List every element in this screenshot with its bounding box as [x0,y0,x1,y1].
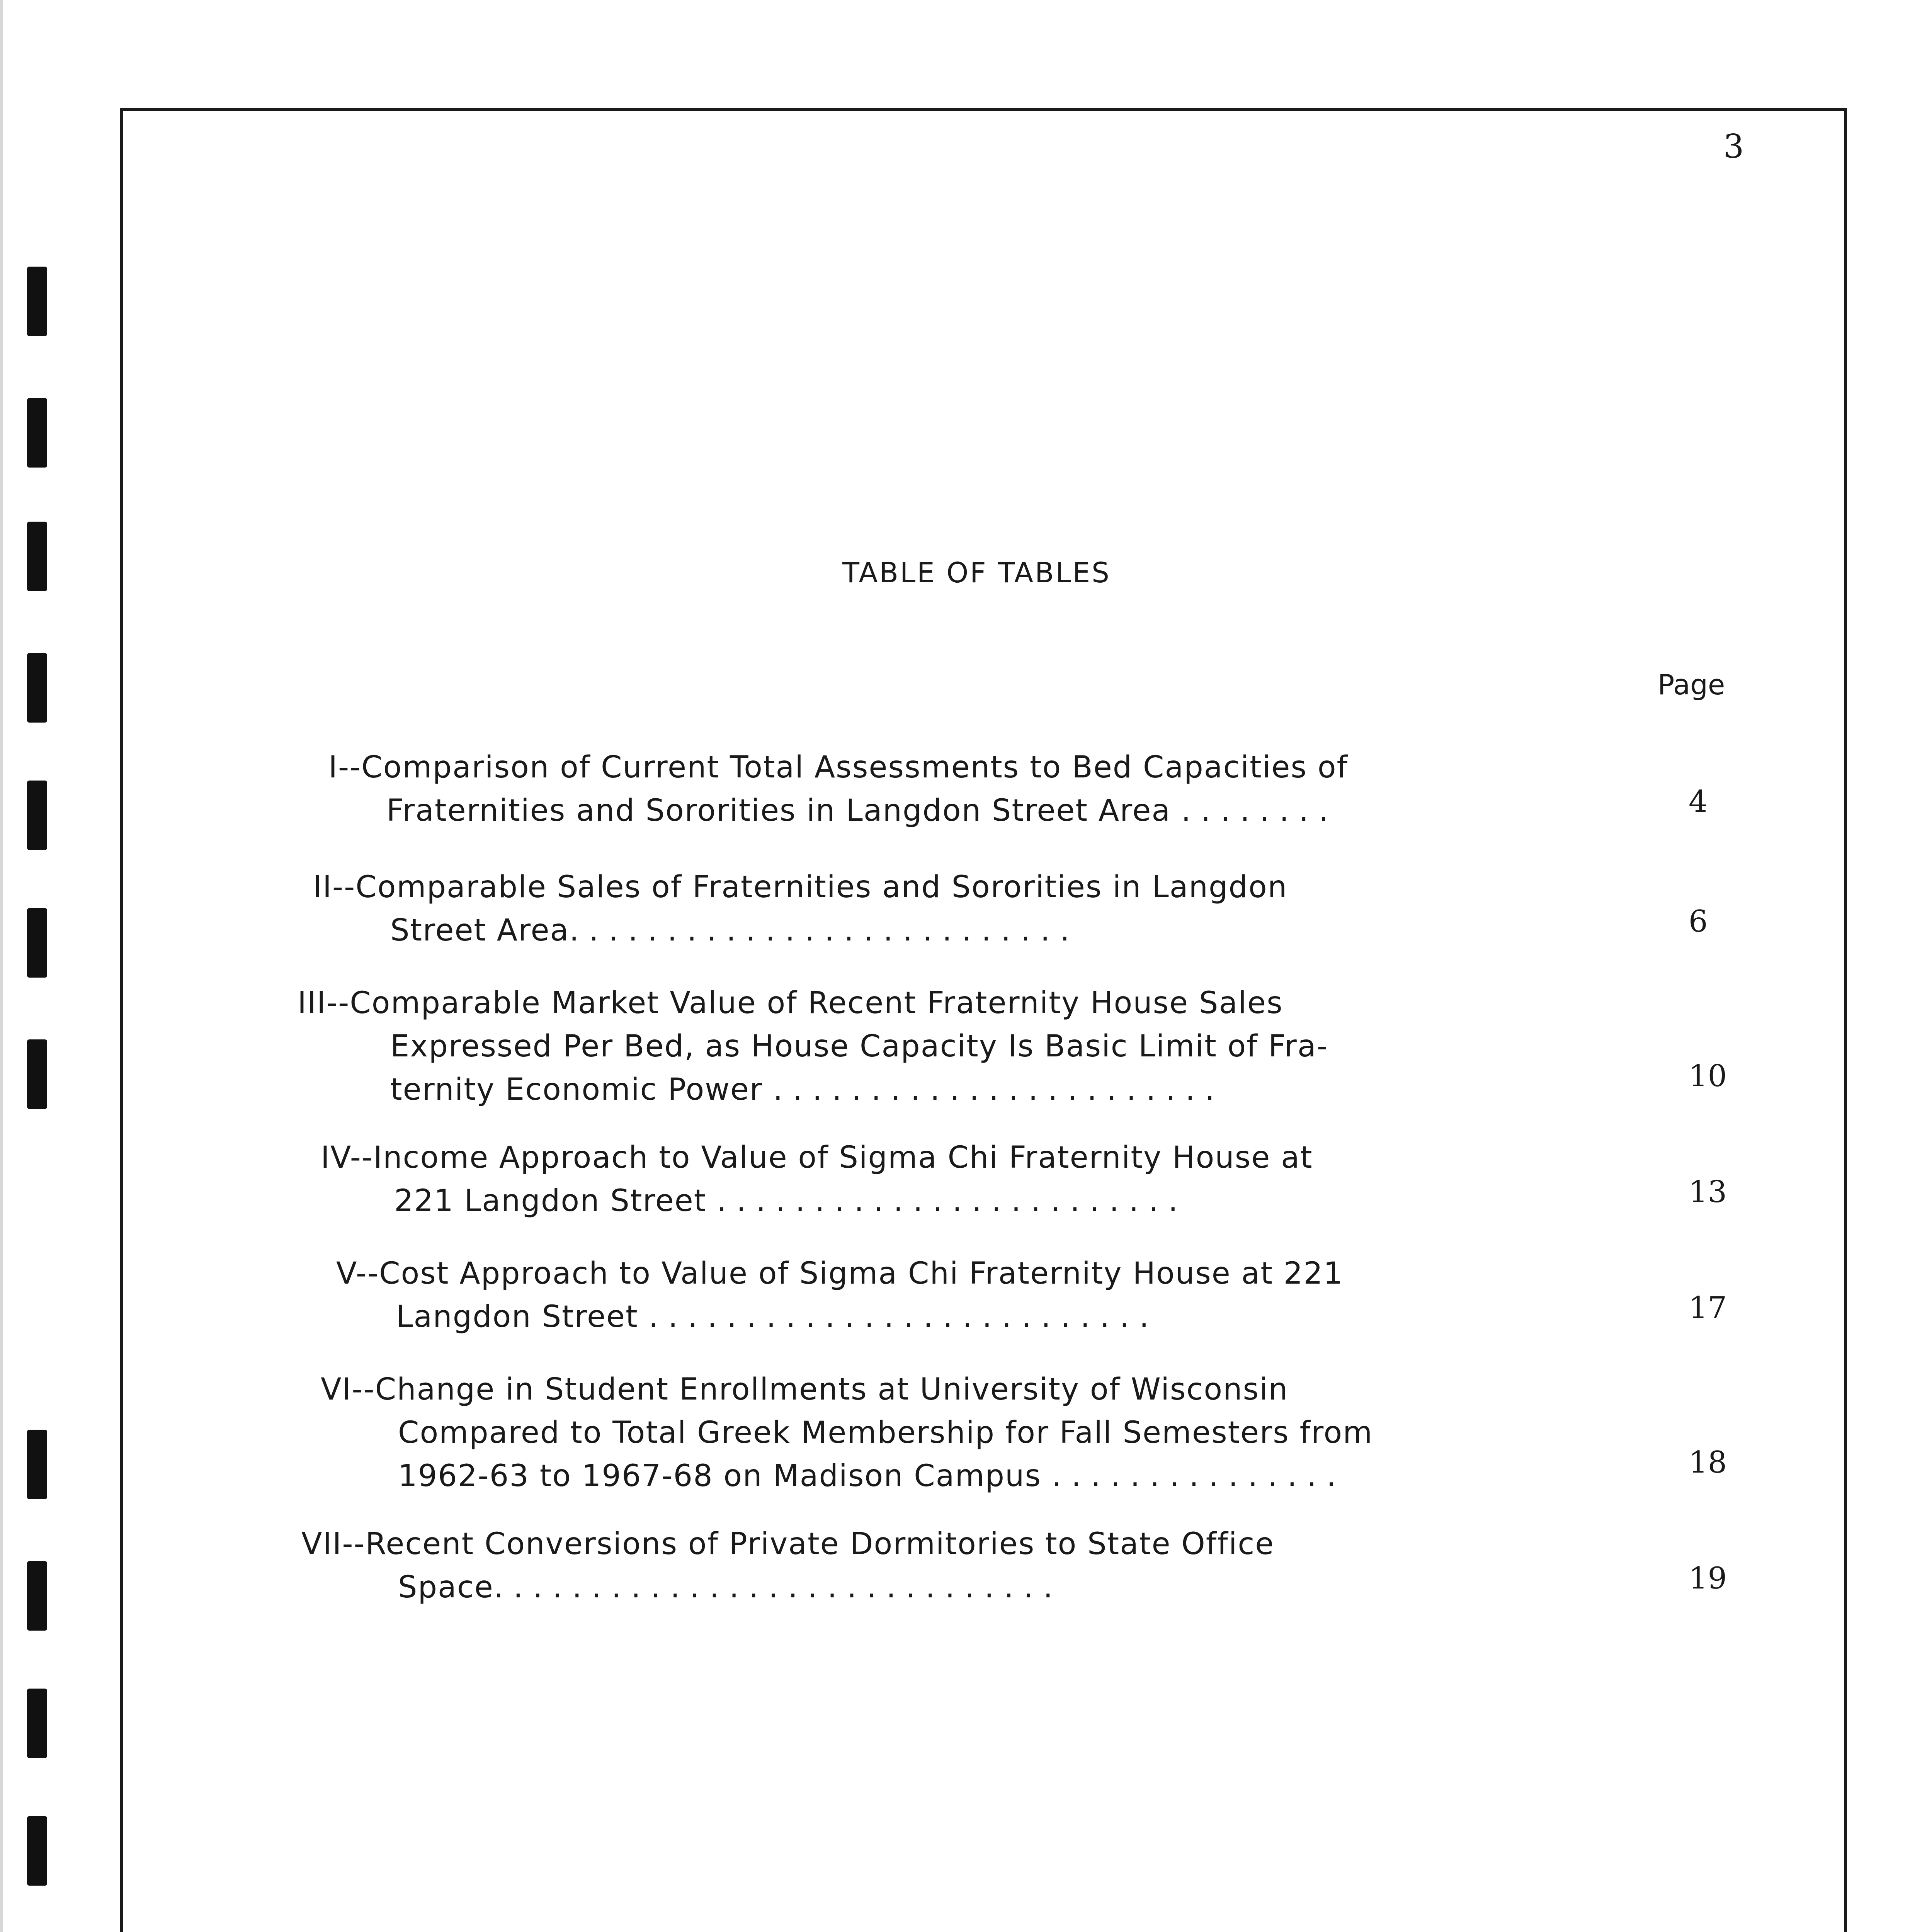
toc-entry-numeral: VI [321,1372,352,1407]
toc-entry-numeral: IV [321,1140,350,1175]
toc-entry-line: Compared to Total Greek Membership for Fall Semesters from [398,1415,1373,1450]
document-title: TABLE OF TABLES [842,556,1111,589]
toc-entry-line: Expressed Per Bed, as House Capacity Is Basic Limit of Fra- [390,1029,1328,1064]
toc-entry-line: III--Comparable Market Value of Recent Fraternity House Sales [298,986,1283,1020]
toc-entry-page: 4 [1689,784,1708,819]
toc-entry [298,981,1328,1111]
toc-entry-line: V--Cost Approach to Value of Sigma Chi Fraternity House at 221 [336,1256,1344,1291]
toc-entry-line: 1962-63 to 1967-68 on Madison Campus ............... [398,1459,1346,1493]
toc-entry [321,1136,1313,1223]
toc-entry-numeral: II [313,870,333,905]
binder-hole [27,1430,47,1499]
toc-entry-page: 6 [1689,904,1708,939]
toc-entry-line: Fraternities and Sororities in Langdon Street Area ........ [386,793,1338,828]
page-left-edge [0,0,3,1932]
page-column-header: Page [1658,668,1725,701]
binder-hole [27,781,47,850]
toc-entry-line: I--Comparison of Current Total Assessments to Bed Capacities of [328,750,1348,785]
toc-entry-numeral: III [298,986,327,1020]
binder-hole [27,1816,47,1886]
binder-hole [27,398,47,468]
binder-hole [27,267,47,336]
toc-entry-numeral: VII [301,1527,342,1561]
toc-entry-page: 18 [1689,1445,1727,1480]
toc-entry-page: 17 [1689,1291,1727,1325]
binder-hole [27,522,47,591]
toc-entry-line: Street Area.......................... [390,913,1080,948]
binder-hole [27,908,47,978]
binder-hole [27,1689,47,1758]
toc-entry-line: Space............................. [398,1570,1063,1605]
page-number: 3 [1723,128,1744,165]
toc-entry-line: Langdon Street .......................... [396,1299,1159,1334]
binder-hole [27,1039,47,1109]
toc-entry-numeral: I [328,750,338,785]
toc-entry-page: 13 [1689,1175,1727,1209]
toc-entry-page: 19 [1689,1561,1727,1596]
toc-entry-line: IV--Income Approach to Value of Sigma Chi Fraternity House at [321,1140,1313,1175]
toc-entry-line: VII--Recent Conversions of Private Dormitories to State Office [301,1527,1275,1561]
binder-hole [27,653,47,723]
binder-holes [27,0,50,1932]
toc-entry-line: ternity Economic Power ....................... [390,1072,1225,1107]
binder-hole [27,1561,47,1631]
toc-entry-line: VI--Change in Student Enrollments at University of Wisconsin [321,1372,1289,1407]
toc-entry [301,1522,1274,1609]
toc-entry [313,866,1287,952]
toc-entry-line: II--Comparable Sales of Fraternities and Sororities in Langdon [313,870,1288,905]
toc-entry [321,1368,1373,1498]
toc-entry-page: 10 [1689,1059,1727,1094]
toc-entry-numeral: V [336,1256,356,1291]
toc-entry [328,746,1348,832]
toc-entry-line: 221 Langdon Street ........................ [394,1184,1188,1218]
toc-entry [336,1252,1344,1338]
